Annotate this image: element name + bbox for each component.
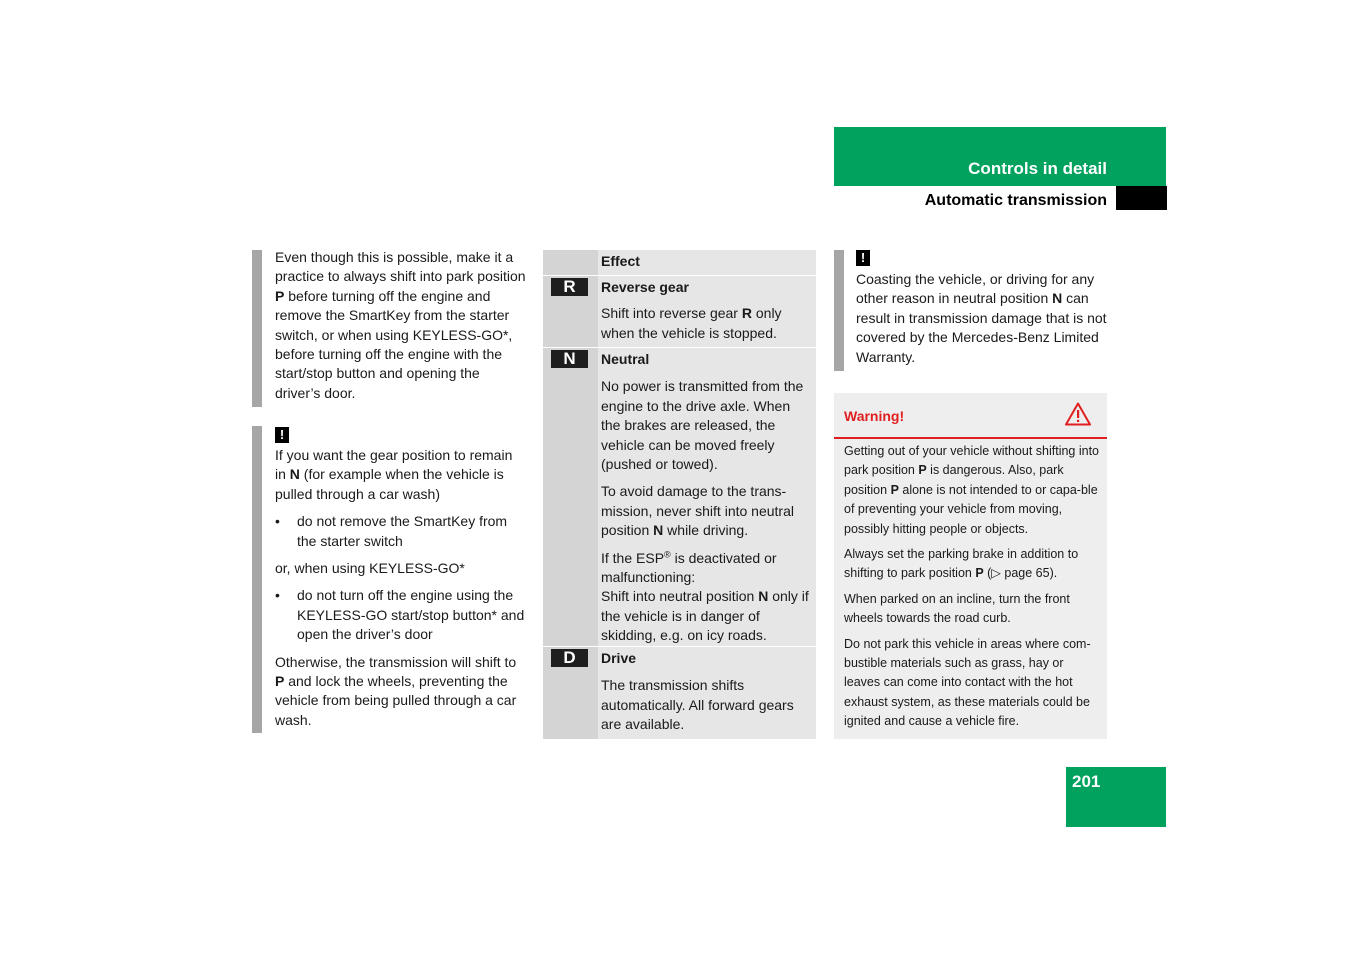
row-title: Neutral [601, 351, 650, 367]
table-header [598, 250, 816, 275]
table-gear-cell [543, 348, 598, 646]
bullet-icon: • [275, 587, 280, 604]
page-number: 201 [1072, 772, 1101, 791]
row-text: To avoid damage to the trans-mission, never shift into neutral position N while driving. [601, 483, 794, 539]
intro-text: Even though this is possible, make it a practice to always shift into park position P before turning off the engine and remove the SmartKey from the starter switch, or when using KEYLESS-GO*, before turning off the engine with the start/stop button and opening the driver’s door. [275, 249, 526, 401]
bullet-item: • do not turn off the engine using the KEYLESS-GO start/stop button* and open the driver’s door [275, 587, 525, 643]
row-text: If the ESP® is deactivated or malfunctioning: [601, 549, 777, 586]
row-text: Shift into reverse gear R only when the vehicle is stopped. [601, 305, 782, 341]
note-sidebar [834, 250, 844, 371]
gear-badge-n: N [551, 350, 588, 368]
subsection-title: Automatic transmission [924, 192, 1107, 209]
section-title: Controls in detail [968, 159, 1107, 178]
gear-effect-table [543, 250, 816, 739]
table-gear-cell [543, 276, 598, 347]
exclamation-icon: ! [275, 427, 289, 443]
coasting-note [856, 248, 1108, 367]
intro-paragraph [275, 248, 527, 403]
row-title: Reverse gear [601, 279, 689, 295]
warning-paragraph: Always set the parking brake in addition to shifting to park position P (▷ page 65). [844, 547, 1079, 581]
table-row [598, 647, 816, 739]
bullet-icon: • [275, 513, 280, 530]
table-header-label: Effect [601, 253, 640, 269]
note-or-text: or, when using KEYLESS-GO* [275, 560, 465, 577]
header-black-tab [1116, 186, 1167, 210]
warning-title: Warning! [844, 408, 905, 424]
note-sidebar [252, 426, 262, 733]
warning-box [834, 393, 1107, 739]
table-row [598, 348, 816, 646]
exclamation-icon: ! [856, 250, 870, 266]
gear-badge-r: R [551, 278, 588, 296]
row-text: No power is transmitted from the engine to the drive axle. When the brakes are released, the vehicle can be moved freely (pushed or towed). [601, 378, 804, 473]
warning-triangle-icon [1065, 402, 1091, 426]
warning-paragraph: When parked on an incline, turn the front wheels towards the road curb. [844, 591, 1070, 626]
table-row [598, 276, 816, 347]
note-sidebar [252, 250, 262, 407]
note-end-paragraph: Otherwise, the transmission will shift to P and lock the wheels, preventing the vehicle from being pulled through a car wash. [275, 653, 517, 728]
note-paragraph: Coasting the vehicle, or driving for any other reason in neutral position N can result in transmission damage that is not covered by the Mercedes-Benz Limited Warranty. [856, 271, 1107, 365]
bullet-item: • do not remove the SmartKey from the starter switch [275, 513, 508, 549]
warning-paragraph: Getting out of your vehicle without shifting into park position P is dangerous. Also, park position P alone is not intended to or capa-ble of preventing your vehicle from moving, possibly hitting people or objects. [844, 444, 1100, 536]
row-text: Shift into neutral position N only if the vehicle is in danger of skidding, e.g. on icy roads. [601, 588, 809, 644]
table-header-left [543, 250, 598, 275]
gear-badge-d: D [551, 649, 588, 667]
row-title: Drive [601, 650, 637, 666]
note-paragraph: If you want the gear position to remain in N (for example when the vehicle is pulled through a car wash) [275, 447, 513, 502]
warning-header [834, 393, 1107, 439]
warning-body [844, 442, 1102, 738]
row-text: The transmission shifts automatically. All forward gears are available. [601, 677, 794, 733]
gear-note [275, 425, 527, 730]
warning-paragraph: Do not park this vehicle in areas where com-bustible materials such as grass, hay or leaves can come into contact with the hot exhaust system, as these materials could be ignited and cause a vehicle fire. [844, 636, 1091, 729]
table-gear-cell [543, 647, 598, 739]
